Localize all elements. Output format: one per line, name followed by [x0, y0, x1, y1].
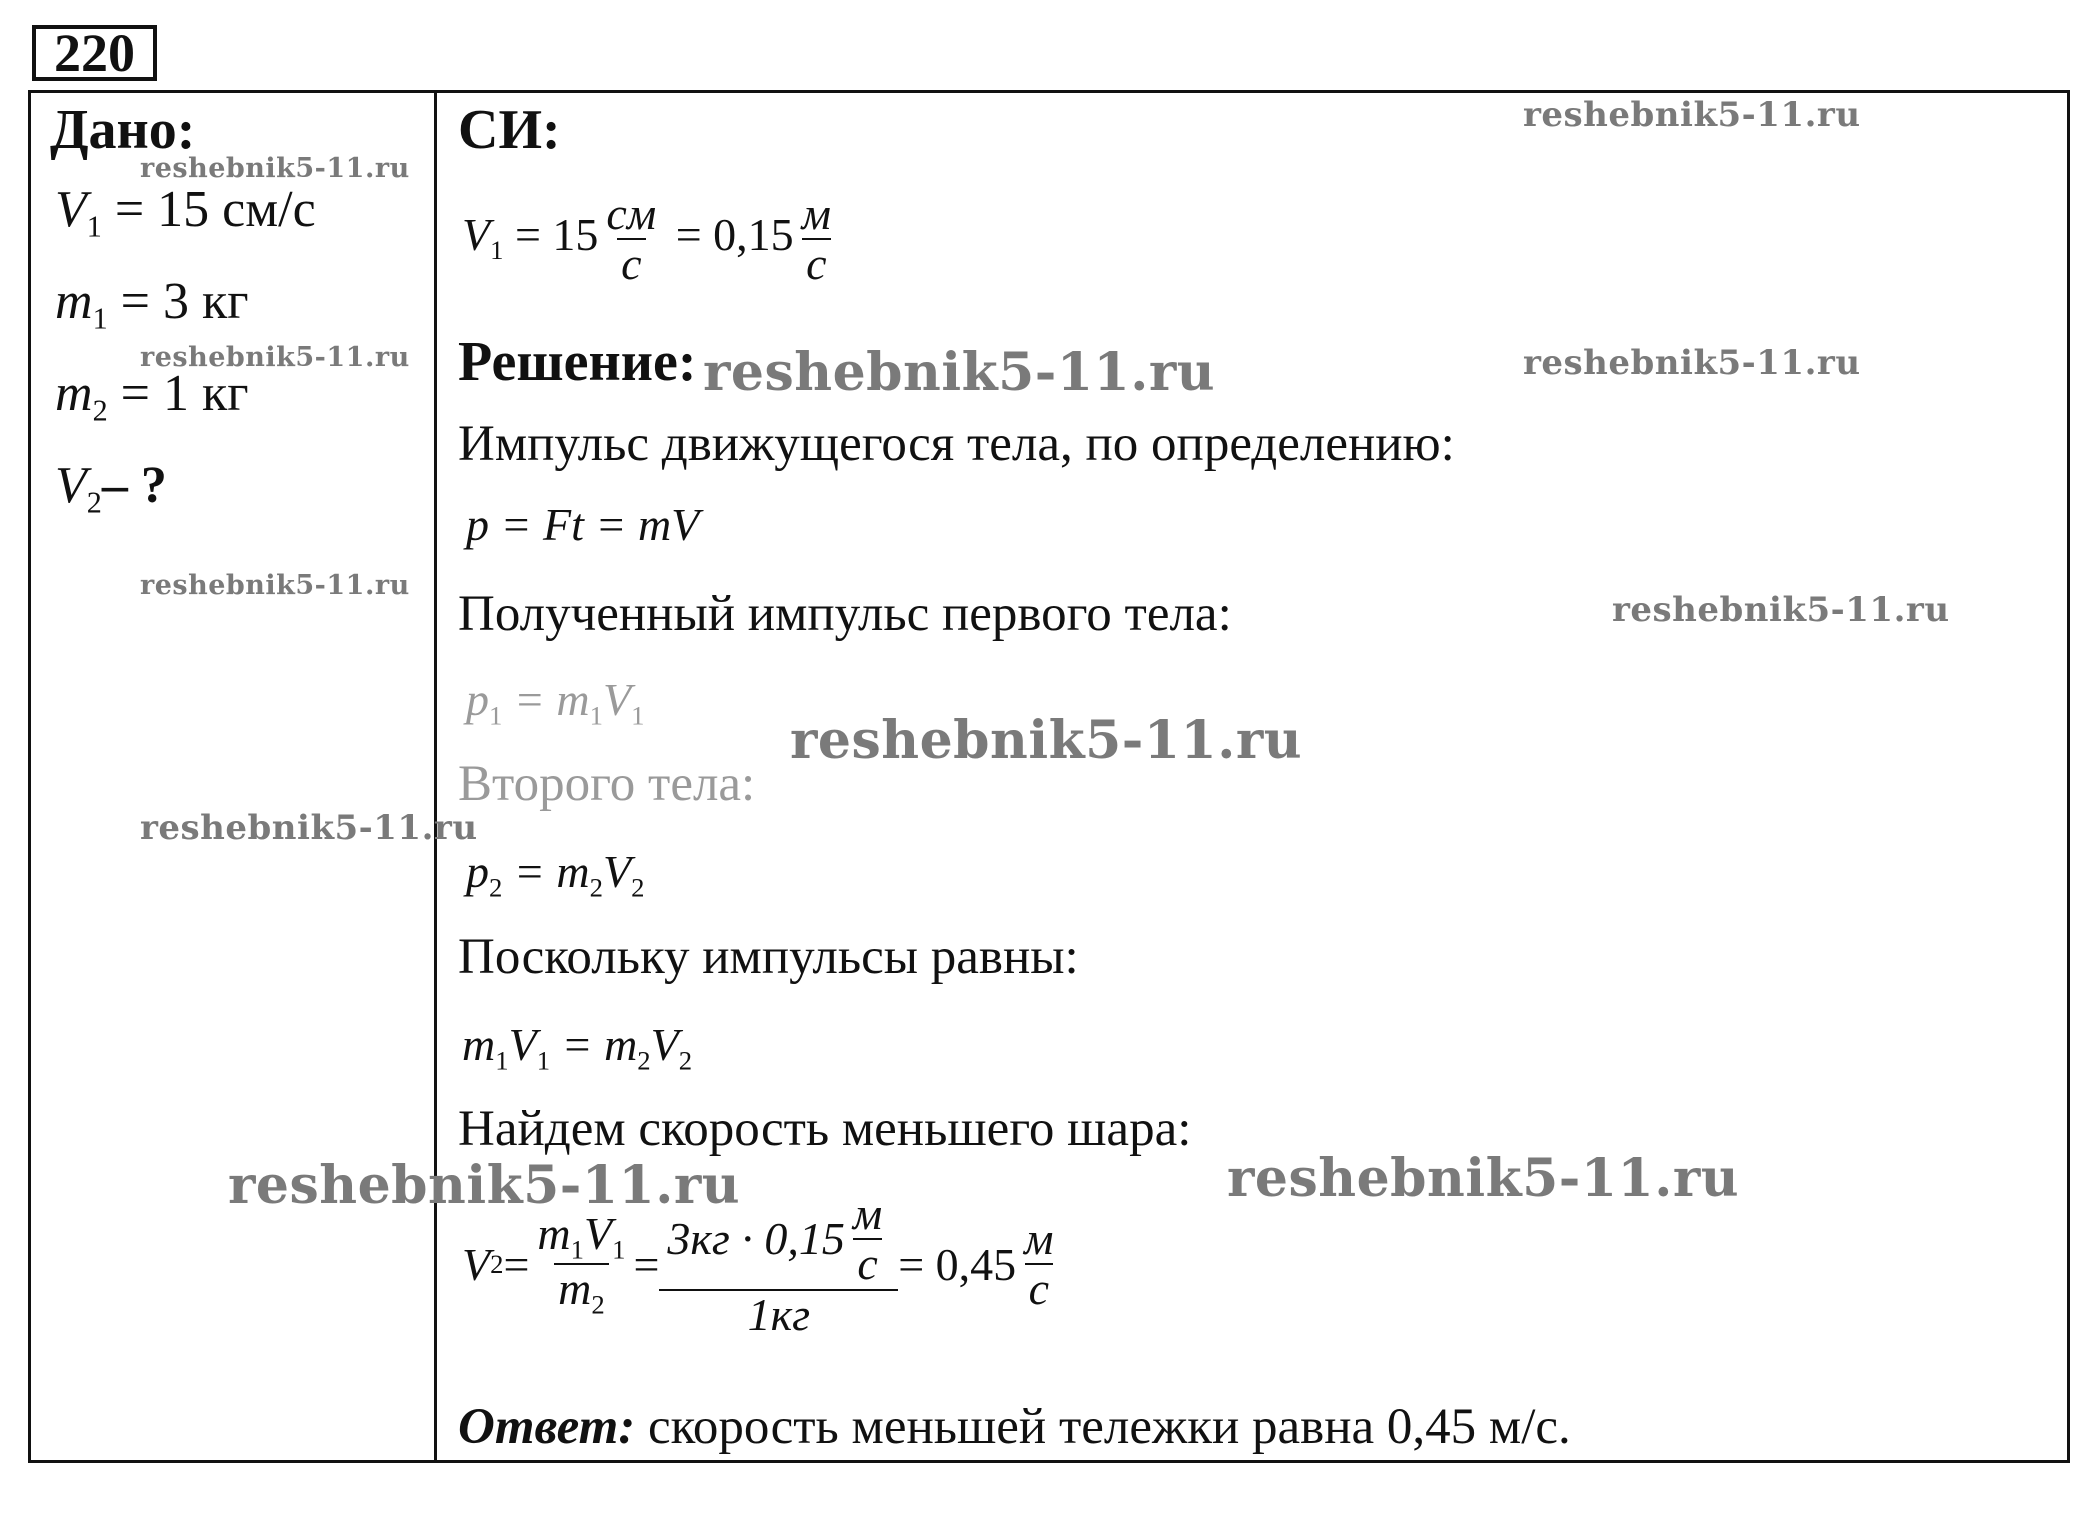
watermark: reshebnik5-11.ru [1227, 1148, 1740, 1209]
column-divider [434, 90, 437, 1463]
watermark: reshebnik5-11.ru [1523, 95, 1861, 135]
si-conversion: $V_1 = 15$ $\frac{см}{с}$ = 0,15 $\frac{м}{с}$ [462, 188, 831, 290]
watermark: reshebnik5-11.ru [703, 342, 1216, 403]
watermark: reshebnik5-11.ru [140, 153, 410, 184]
watermark: reshebnik5-11.ru [1612, 590, 1950, 630]
problem-number: 220 [32, 25, 157, 81]
second-body-formula: $p_2 = m_2V_2$ [466, 846, 645, 903]
second-body-text: Второго тела: [458, 756, 756, 812]
answer [458, 1398, 1571, 1456]
answer-text: скорость меньшей тележки равна 0,45 м/с. [635, 1399, 1571, 1455]
watermark: reshebnik5-11.ru [1523, 343, 1861, 383]
given-v1: $V_1 = 15$ см/с [55, 181, 316, 244]
momentum-definition-text: Импульс движущегося тела, по определению: [458, 416, 1455, 472]
si-heading: СИ: [458, 99, 561, 161]
momentum-definition-formula: p = Ft = mV [466, 499, 700, 550]
equal-momenta-text: Поскольку импульсы равны: [458, 929, 1079, 985]
first-body-text: Полученный импульс первого тела: [458, 586, 1232, 642]
given-heading: Дано: [50, 99, 196, 161]
velocity-calculation: V 2 = $\frac{m_1V_1}{m_2}$ = 3кг · 0,15 $\frac{м}{с}$ 1кг = 0,45 $\frac{м}{с}$ [462, 1188, 1054, 1340]
answer-label: Ответ: [458, 1399, 636, 1455]
watermark: reshebnik5-11.ru [228, 1155, 741, 1216]
equal-momenta-formula: $m_1V_1 = m_2V_2$ [462, 1019, 693, 1076]
solution-heading: Решение: [458, 331, 697, 393]
watermark: reshebnik5-11.ru [790, 710, 1303, 771]
given-m2: $m_2 = 1$ кг [55, 365, 249, 428]
watermark: reshebnik5-11.ru [140, 570, 410, 601]
find-velocity-text: Найдем скорость меньшего шара: [458, 1101, 1192, 1157]
given-m1: $m_1 = 3$ кг [55, 273, 249, 336]
watermark: reshebnik5-11.ru [140, 342, 410, 373]
given-v2-unknown: $V_2-$ ? [55, 457, 167, 520]
first-body-formula: $p_1 = m_1V_1$ [466, 674, 645, 731]
watermark: reshebnik5-11.ru [140, 808, 478, 848]
